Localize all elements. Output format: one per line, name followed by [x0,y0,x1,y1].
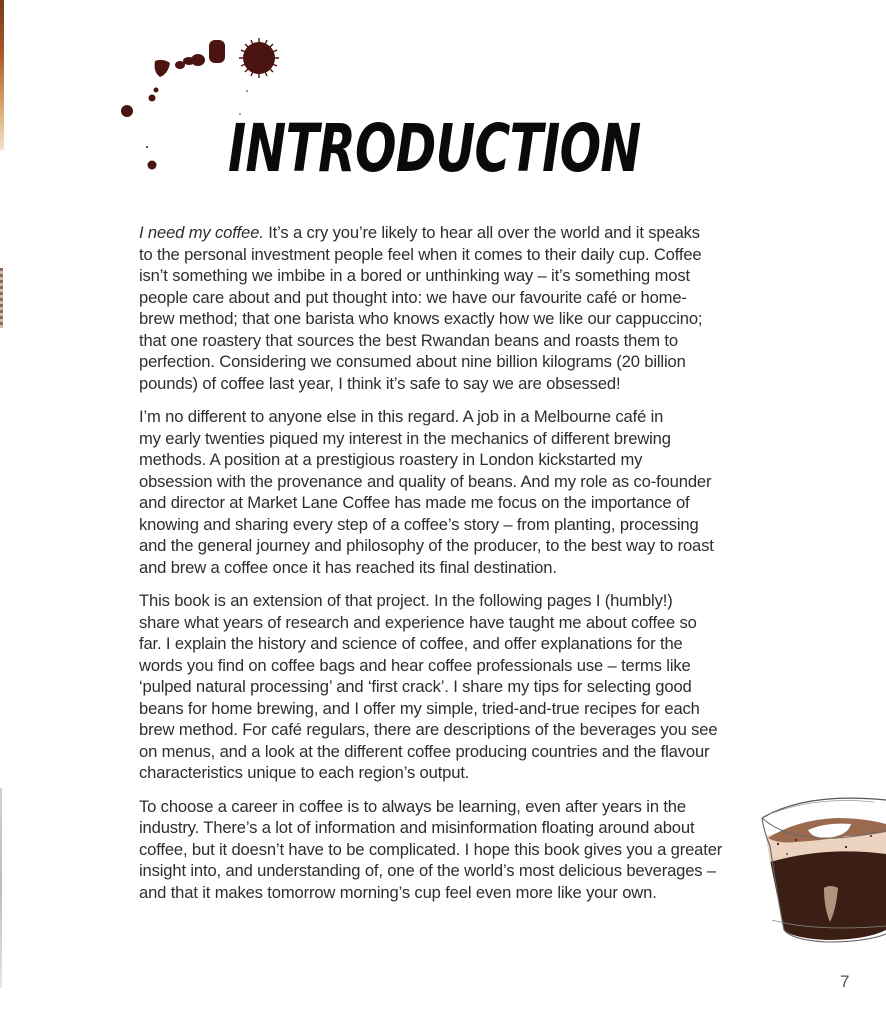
text-line: and director at Market Lane Coffee has made me focus on the importance of [139,493,690,512]
text-line: people care about and put thought into: we have our favourite café or home- [139,287,687,307]
text-line: coffee, but it doesn’t have to be complicated. I hope this book gives you a greater [139,839,723,859]
text-line: I need my coffee. It’s a cry you’re likely to hear all over the world and it speaks [139,223,700,242]
text-line: to the personal investment people feel when it comes to their daily cup. Coffee [139,244,702,264]
text-line: isn’t something we imbibe in a bored or unthinking way – it’s something most [139,266,690,285]
coffee-cup-icon [756,780,886,950]
adjacent-page-edge [0,0,4,1024]
text-line: knowing and sharing every step of a coffee’s story – from planting, processing [139,514,699,534]
text-line: words you find on coffee bags and hear coffee professionals use – terms like [139,655,691,675]
text-line: perfection. Considering we consumed about nine billion kilograms (20 billion [139,352,686,371]
text-line: pounds) of coffee last year, I think it’s safe to say we are obsessed! [139,373,621,393]
paragraph-2 [139,406,759,578]
text-line: share what years of research and experience have taught me about coffee so [139,612,697,632]
paragraph-1 [139,222,759,394]
text-line: brew method. For café regulars, there are descriptions of the beverages you see [139,720,718,739]
text-line: characteristics unique to each region’s output. [139,763,470,782]
text-line: industry. There’s a lot of information and misinformation floating around about [139,818,695,837]
body-text [139,222,759,915]
page-edge-mid-stain [0,268,3,328]
text-line: and the general journey and philosophy of the producer, to the best way to roast [139,536,714,555]
text-line: and that it makes tomorrow morning’s cup feel even more like your own. [139,882,657,902]
text-line: ‘pulped natural processing’ and ‘first crack’. I share my tips for selecting good [139,677,692,696]
text-line: I’m no different to anyone else in this regard. A job in a Melbourne café in [139,407,664,426]
paragraph-4 [139,796,759,904]
text-line: beans for home brewing, and I offer my simple, tried-and-true recipes for each [139,698,700,718]
page-title: INTRODUCTION [228,110,641,187]
text-line: my early twenties piqued my interest in the mechanics of different brewing [139,428,671,448]
page-edge-bottom-shadow [0,788,2,988]
text-line: To choose a career in coffee is to always be learning, even after years in the [139,796,686,816]
page-edge-top-stain [0,0,4,150]
text-line: This book is an extension of that project. In the following pages I (humbly!) [139,591,673,610]
text-line: far. I explain the history and science of coffee, and offer explanations for the [139,634,683,653]
text-line: insight into, and understanding of, one of the world’s most delicious beverages – [139,861,716,880]
page-number: 7 [840,972,850,991]
text-line: obsession with the provenance and quality of beans. And my role as co-founder [139,471,712,491]
lead-italic-phrase: I need my coffee. [139,223,264,242]
text-line: brew method; that one barista who knows exactly how we like our cappuccino; [139,309,703,328]
text-line: that one roastery that sources the best Rwandan beans and roasts them to [139,330,678,350]
text-line: methods. A position at a prestigious roastery in London kickstarted my [139,450,643,469]
text-line: and brew a coffee once it has reached its final destination. [139,557,557,577]
paragraph-3 [139,590,759,784]
text-line: on menus, and a look at the different coffee producing countries and the flavour [139,741,710,761]
